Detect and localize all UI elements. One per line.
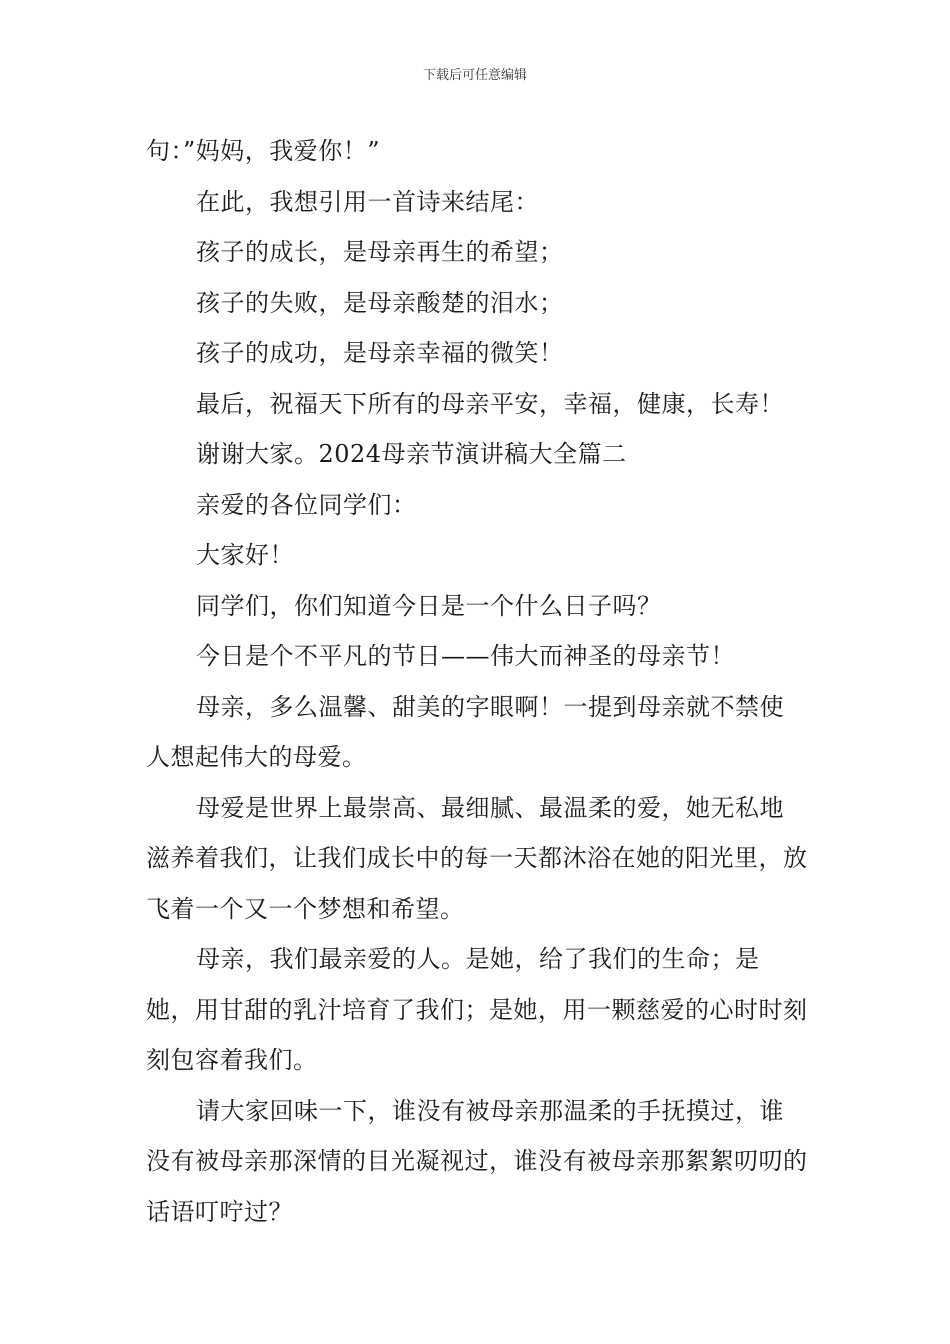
paragraph: 孩子的成长，是母亲再生的希望； xyxy=(196,238,564,266)
paragraph: 在此，我想引用一首诗来结尾： xyxy=(196,187,539,216)
paragraph: 孩子的成功，是母亲幸福的微笑！ xyxy=(196,339,564,367)
paragraph: 孩子的失败，是母亲酸楚的泪水； xyxy=(196,288,564,317)
paragraph: 亲爱的各位同学们： xyxy=(196,490,417,519)
paragraph: 母亲，多么温馨、甜美的字眼啊！一提到母亲就不禁使人想起伟大的母爱。 xyxy=(146,692,784,771)
paragraph: 大家好！ xyxy=(196,541,294,569)
document-body xyxy=(146,126,808,1237)
paragraph: 今日是个不平凡的节日——伟大而神圣的母亲节！ xyxy=(196,642,735,670)
paragraph: 谢谢大家。2024母亲节演讲稿大全篇二 xyxy=(196,440,627,468)
page-header: 下载后可任意编辑 xyxy=(422,68,527,83)
paragraph: 最后，祝福天下所有的母亲平安，幸福，健康，长寿！ xyxy=(196,389,784,418)
paragraph: 母亲，我们最亲爱的人。是她，给了我们的生命；是她，用甘甜的乳汁培育了我们；是她，用一颗慈爱的心时时刻刻包容着我们。 xyxy=(146,945,808,1074)
paragraph: 母爱是世界上最崇高、最细腻、最温柔的爱，她无私地滋养着我们，让我们成长中的每一天都沐浴在她的阳光里，放飞着一个又一个梦想和希望。 xyxy=(146,793,808,923)
paragraph: 请大家回味一下，谁没有被母亲那温柔的手抚摸过，谁没有被母亲那深情的目光凝视过，谁没有被母亲那絮絮叨叨的话语叮咛过？ xyxy=(146,1096,808,1226)
paragraph: 同学们，你们知道今日是一个什么日子吗？ xyxy=(196,591,662,620)
paragraph: 句：”妈妈，我爱你！” xyxy=(146,137,381,165)
